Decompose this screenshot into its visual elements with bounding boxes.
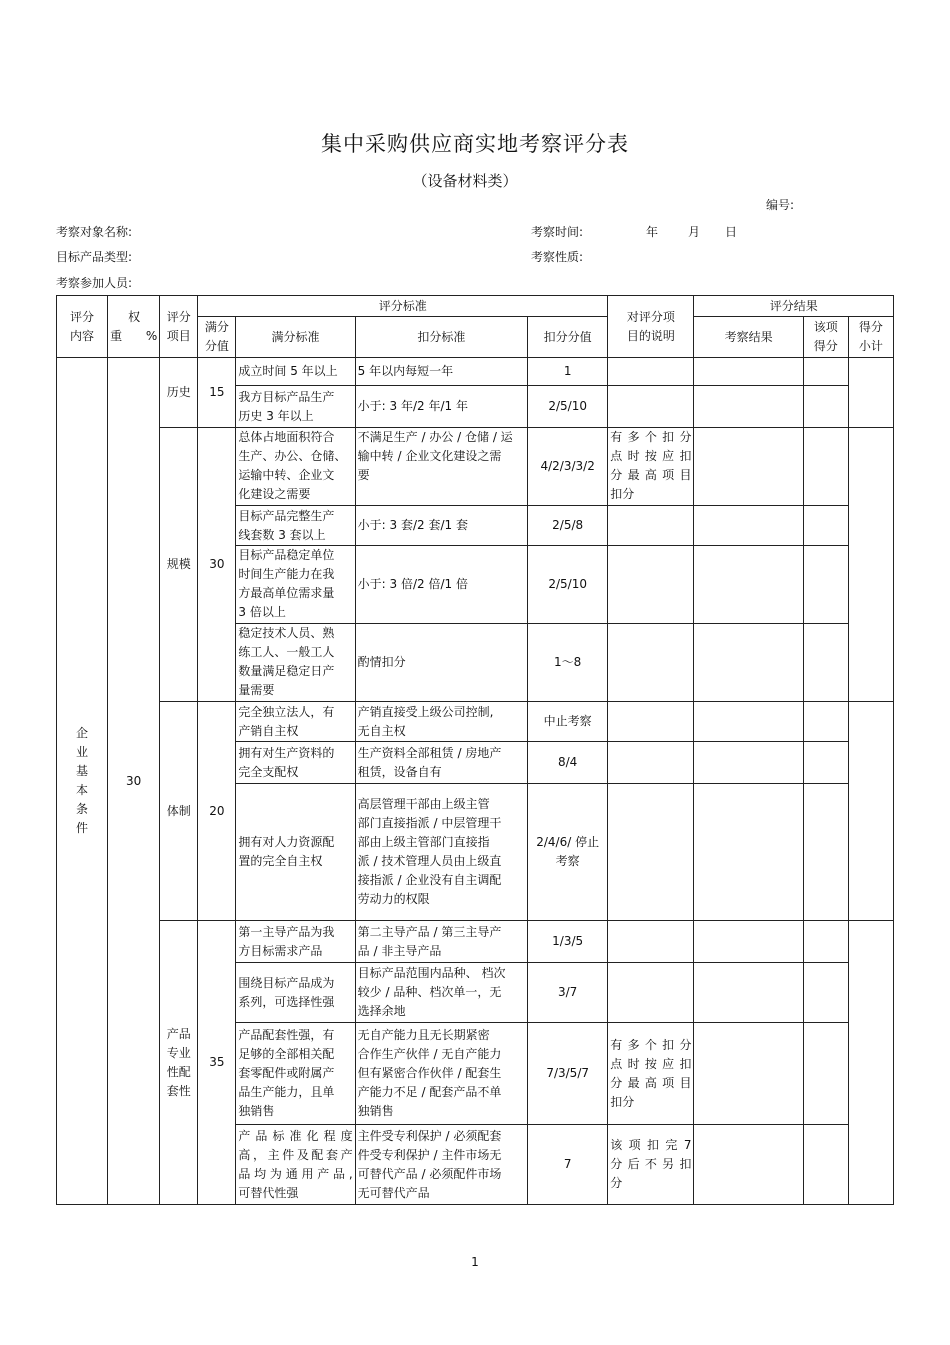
page-subtitle: （设备材料类） [412, 172, 518, 190]
cell-line: 拥有对生产资料的 [238, 745, 335, 760]
cell-line: 1～8 [554, 655, 582, 669]
deduct-standard-cell [355, 506, 527, 546]
day-label: 日 [725, 225, 738, 239]
full-standard-cell [236, 1125, 355, 1205]
cell-line: 第一主导产品为我 [238, 924, 335, 939]
subtotal-cell[interactable] [848, 358, 893, 428]
full-standard-cell [236, 1023, 355, 1125]
cell-line: 分 最 高 项 目 [610, 468, 692, 482]
cell-line: 5 年以内每短一年 [357, 364, 454, 378]
group-score-scale: 30 [198, 428, 236, 702]
deduct-value-cell [528, 784, 608, 921]
cell-line: 生产资料全部租赁 / 房地产 [357, 745, 502, 760]
cell-line: 无可替代产品 [357, 1185, 430, 1200]
cell-line: 2/5/10 [548, 399, 587, 413]
cell-line: 有 多 个 扣 分 [610, 1037, 692, 1052]
cell-line: 完全独立法人，有 [238, 704, 335, 719]
cell-line: 化建设之需要 [238, 487, 311, 501]
cell-line: 租赁，设备自有 [357, 764, 442, 779]
cell-line: 练工人、一般工人 [238, 645, 335, 659]
header-full-standard: 满分标准 [236, 317, 355, 358]
header-standard: 评分标准 [198, 296, 608, 317]
cell-line: 点 时 按 应 扣 [610, 1056, 692, 1071]
cell-line: 高，主件及配套产 [238, 1147, 353, 1162]
cell-line: 点 时 按 应 扣 [610, 449, 692, 463]
month-label: 月 [688, 225, 701, 239]
cell-line: 产 品 标 准 化 程 度 [238, 1128, 353, 1143]
cell-line: 输中转 / 企业文化建设之需 [357, 449, 502, 463]
cell-line: 考察 [555, 854, 580, 868]
deduct-standard-cell [355, 358, 527, 386]
page-number: 1 [471, 1255, 479, 1269]
observation-cell[interactable] [694, 624, 803, 702]
table-row [57, 702, 894, 742]
nature-label: 考察性质: [531, 250, 584, 264]
observation-cell[interactable] [694, 386, 803, 428]
cell-line: 产能力不足 / 配套产品不单 [357, 1085, 502, 1099]
cell-line: 3/7 [558, 985, 578, 999]
cell-line: 目标产品稳定单位 [238, 548, 335, 562]
note-cell [608, 1125, 694, 1205]
item-score-cell[interactable] [803, 702, 848, 742]
cell-line: 不满足生产 / 办公 / 仓储 / 运 [357, 430, 513, 444]
cell-line: 生产、办公、仓储、 [238, 449, 347, 463]
cell-line: 较少 / 品种、档次单一，无 [357, 985, 502, 999]
cell-line: 足够的全部相关配 [238, 1047, 335, 1061]
cell-line: 置的完全自主权 [238, 854, 323, 868]
table-row [57, 921, 894, 963]
note-cell [608, 428, 694, 506]
table-row [57, 428, 894, 506]
subtotal-cell[interactable] [848, 428, 893, 702]
item-score-cell[interactable] [803, 386, 848, 428]
cell-line: 2/5/10 [548, 577, 587, 591]
deduct-value-cell [528, 1023, 608, 1125]
cell-line: 高层管理干部由上级主管 [357, 797, 490, 811]
subtotal-cell[interactable] [848, 702, 893, 921]
observation-cell[interactable] [694, 742, 803, 784]
header-result: 评分结果 [694, 296, 894, 317]
group-name-history: 历史 [160, 358, 198, 428]
header-content: 评分 内容 [57, 296, 108, 358]
cell-line: 部由上级主管部门直接指 [357, 835, 490, 849]
observation-cell[interactable] [694, 1023, 803, 1125]
cell-line: 分 后 不 另 扣 [610, 1157, 692, 1171]
subtotal-cell[interactable] [848, 921, 893, 1205]
cell-line: 产销直接受上级公司控制, [357, 704, 494, 719]
observation-cell[interactable] [694, 358, 803, 386]
header-item: 评分 项目 [160, 296, 198, 358]
cell-line: 完全支配权 [238, 764, 299, 779]
cell-line: 小于: 3 套/2 套/1 套 [357, 518, 468, 532]
cell-line: 可替代性强 [238, 1185, 299, 1200]
cell-line: 件受专利保护 / 主件市场无 [357, 1147, 502, 1162]
header-weight: 权 重 % [108, 296, 160, 358]
cell-line: 小于: 3 年/2 年/1 年 [357, 399, 468, 413]
cell-line: 第二主导产品 / 第三主导产 [357, 924, 502, 939]
note-cell [608, 546, 694, 624]
section-weight: 30 [108, 358, 160, 1205]
cell-line: 1/3/5 [552, 934, 584, 948]
full-standard-cell [236, 921, 355, 963]
deduct-value-cell [528, 624, 608, 702]
observation-cell[interactable] [694, 428, 803, 506]
full-standard-cell [236, 386, 355, 428]
item-score-cell[interactable] [803, 921, 848, 963]
deduct-standard-cell [355, 1125, 527, 1205]
cell-line: 扣分 [610, 487, 635, 501]
item-score-cell[interactable] [803, 358, 848, 386]
cell-line: 围绕目标产品成为 [238, 975, 335, 990]
participants-label: 考察参加人员: [56, 276, 133, 290]
cell-line: 2/5/8 [552, 518, 584, 532]
cell-line: 独销售 [357, 1104, 394, 1118]
observation-cell[interactable] [694, 963, 803, 1023]
observation-cell[interactable] [694, 921, 803, 963]
full-standard-cell [236, 624, 355, 702]
full-standard-cell [236, 506, 355, 546]
deduct-value-cell [528, 702, 608, 742]
cell-line: 产销自主权 [238, 723, 299, 738]
year-label: 年 [646, 225, 659, 239]
cell-line: 合作生产伙伴 / 无自产能力 [357, 1047, 502, 1061]
cell-line: 3 倍以上 [238, 605, 286, 619]
page-title: 集中采购供应商实地考察评分表 [321, 132, 629, 156]
group-score-system: 20 [198, 702, 236, 921]
cell-line: 品生产能力，且单 [238, 1085, 335, 1099]
cell-line: 运输中转、企业文 [238, 468, 335, 482]
observation-cell[interactable] [694, 784, 803, 921]
cell-line: 劳动力的权限 [357, 892, 430, 906]
target-name-label: 考察对象名称: [56, 225, 133, 239]
header-note: 对评分项 目的说明 [608, 296, 694, 358]
cell-line: 扣分 [610, 1094, 635, 1109]
cell-line: 分 最 高 项 目 [610, 1075, 692, 1090]
deduct-standard-cell [355, 546, 527, 624]
cell-line: 套零配件或附属产 [238, 1066, 335, 1080]
full-standard-cell [236, 963, 355, 1023]
number-label: 编号: [766, 198, 795, 212]
cell-line: 要 [357, 468, 370, 482]
deduct-value-cell [528, 963, 608, 1023]
cell-line: 数量满足稳定日产 [238, 664, 335, 678]
observation-cell[interactable] [694, 1125, 803, 1205]
deduct-standard-cell [355, 784, 527, 921]
note-cell [608, 702, 694, 742]
group-score-history: 15 [198, 358, 236, 428]
header-deduct-standard: 扣分标准 [355, 317, 527, 358]
cell-line: 分 [610, 1176, 623, 1190]
cell-line: 8/4 [558, 755, 578, 769]
cell-line: 系列，可选择性强 [238, 994, 335, 1009]
header-item-score: 该项 得分 [803, 317, 848, 358]
full-standard-cell [236, 428, 355, 506]
cell-line: 主件受专利保护 / 必须配套 [357, 1128, 502, 1143]
cell-line: 目标产品完整生产 [238, 508, 335, 523]
cell-line: 派 / 技术管理人员由上级直 [357, 854, 502, 868]
visit-time-label: 考察时间: [531, 225, 584, 239]
full-standard-cell [236, 546, 355, 624]
deduct-standard-cell [355, 386, 527, 428]
cell-line: 部门直接指派 / 中层管理干 [357, 816, 502, 830]
deduct-standard-cell [355, 428, 527, 506]
deduct-value-cell [528, 921, 608, 963]
deduct-value-cell [528, 386, 608, 428]
cell-line: 时间生产能力在我 [238, 567, 335, 581]
note-cell [608, 358, 694, 386]
note-cell [608, 784, 694, 921]
item-score-cell[interactable] [803, 1125, 848, 1205]
deduct-value-cell [528, 506, 608, 546]
item-score-cell[interactable] [803, 546, 848, 624]
deduct-value-cell [528, 742, 608, 784]
group-name-system: 体制 [160, 702, 198, 921]
cell-line: 拥有对人力资源配 [238, 835, 335, 849]
group-score-product: 35 [198, 921, 236, 1205]
header-subtotal: 得分 小计 [848, 317, 893, 358]
cell-line: 7 [563, 1157, 572, 1171]
full-standard-cell [236, 784, 355, 921]
cell-line: 品 / 非主导产品 [357, 943, 442, 958]
deduct-value-cell [528, 546, 608, 624]
cell-line: 产品配套性强，有 [238, 1028, 335, 1042]
cell-line: 品均为通用产品, [238, 1166, 353, 1181]
deduct-standard-cell [355, 963, 527, 1023]
deduct-value-cell [528, 358, 608, 386]
deduct-standard-cell [355, 921, 527, 963]
cell-line: 历史 3 年以上 [238, 408, 314, 423]
cell-line: 该 项 扣 完 7 [610, 1138, 692, 1152]
cell-line: 2/4/6/ 停止 [536, 835, 600, 849]
full-standard-cell [236, 702, 355, 742]
item-score-cell[interactable] [803, 428, 848, 506]
note-cell [608, 963, 694, 1023]
cell-line: 选择余地 [357, 1004, 406, 1018]
cell-line: 方目标需求产品 [238, 943, 323, 958]
item-score-cell[interactable] [803, 784, 848, 921]
deduct-value-cell [528, 428, 608, 506]
note-cell [608, 386, 694, 428]
cell-line: 成立时间 5 年以上 [238, 364, 338, 378]
header-full-score: 满分 分值 [198, 317, 236, 358]
deduct-standard-cell [355, 742, 527, 784]
deduct-standard-cell [355, 624, 527, 702]
cell-line: 可替代产品 / 必须配件市场 [357, 1166, 502, 1181]
item-score-cell[interactable] [803, 963, 848, 1023]
section-name: 企 业 基 本 条 件 [57, 358, 108, 1205]
full-standard-cell [236, 742, 355, 784]
cell-line: 线套数 3 套以上 [238, 527, 326, 542]
full-standard-cell [236, 358, 355, 386]
note-cell [608, 506, 694, 546]
cell-line: 我方目标产品生产 [238, 389, 335, 404]
table-row [57, 358, 894, 386]
cell-line: 酌情扣分 [357, 655, 406, 669]
group-name-scale: 规模 [160, 428, 198, 702]
evaluation-table [56, 295, 894, 1205]
cell-line: 中止考察 [543, 714, 592, 728]
header-row-1 [57, 296, 894, 317]
cell-line: 1 [563, 364, 572, 378]
product-type-label: 目标产品类型: [56, 250, 133, 264]
header-observation: 考察结果 [694, 317, 803, 358]
cell-line: 无自产能力且无长期紧密 [357, 1028, 490, 1042]
observation-cell[interactable] [694, 506, 803, 546]
item-score-cell[interactable] [803, 624, 848, 702]
cell-line: 有 多 个 扣 分 [610, 430, 692, 444]
group-name-product: 产品 专业 性配 套性 [160, 921, 198, 1205]
cell-line: 总体占地面积符合 [238, 430, 335, 444]
item-score-cell[interactable] [803, 1023, 848, 1125]
header-deduct-value: 扣分分值 [528, 317, 608, 358]
note-cell [608, 742, 694, 784]
deduct-value-cell [528, 1125, 608, 1205]
observation-cell[interactable] [694, 702, 803, 742]
cell-line: 稳定技术人员、熟 [238, 626, 335, 640]
observation-cell[interactable] [694, 546, 803, 624]
cell-line: 4/2/3/3/2 [540, 459, 595, 473]
cell-line: 接指派 / 企业没有自主调配 [357, 873, 502, 887]
note-cell [608, 1023, 694, 1125]
cell-line: 但有紧密合作伙伴 / 配套生 [357, 1066, 502, 1080]
deduct-standard-cell [355, 1023, 527, 1125]
item-score-cell[interactable] [803, 506, 848, 546]
cell-line: 无自主权 [357, 723, 406, 738]
deduct-standard-cell [355, 702, 527, 742]
cell-line: 独销售 [238, 1104, 275, 1118]
note-cell [608, 624, 694, 702]
note-cell [608, 921, 694, 963]
cell-line: 小于: 3 倍/2 倍/1 倍 [357, 577, 468, 591]
cell-line: 目标产品范围内品种、 档次 [357, 966, 506, 980]
item-score-cell[interactable] [803, 742, 848, 784]
cell-line: 量需要 [238, 683, 275, 697]
cell-line: 方最高单位需求量 [238, 586, 335, 600]
cell-line: 7/3/5/7 [546, 1066, 589, 1080]
